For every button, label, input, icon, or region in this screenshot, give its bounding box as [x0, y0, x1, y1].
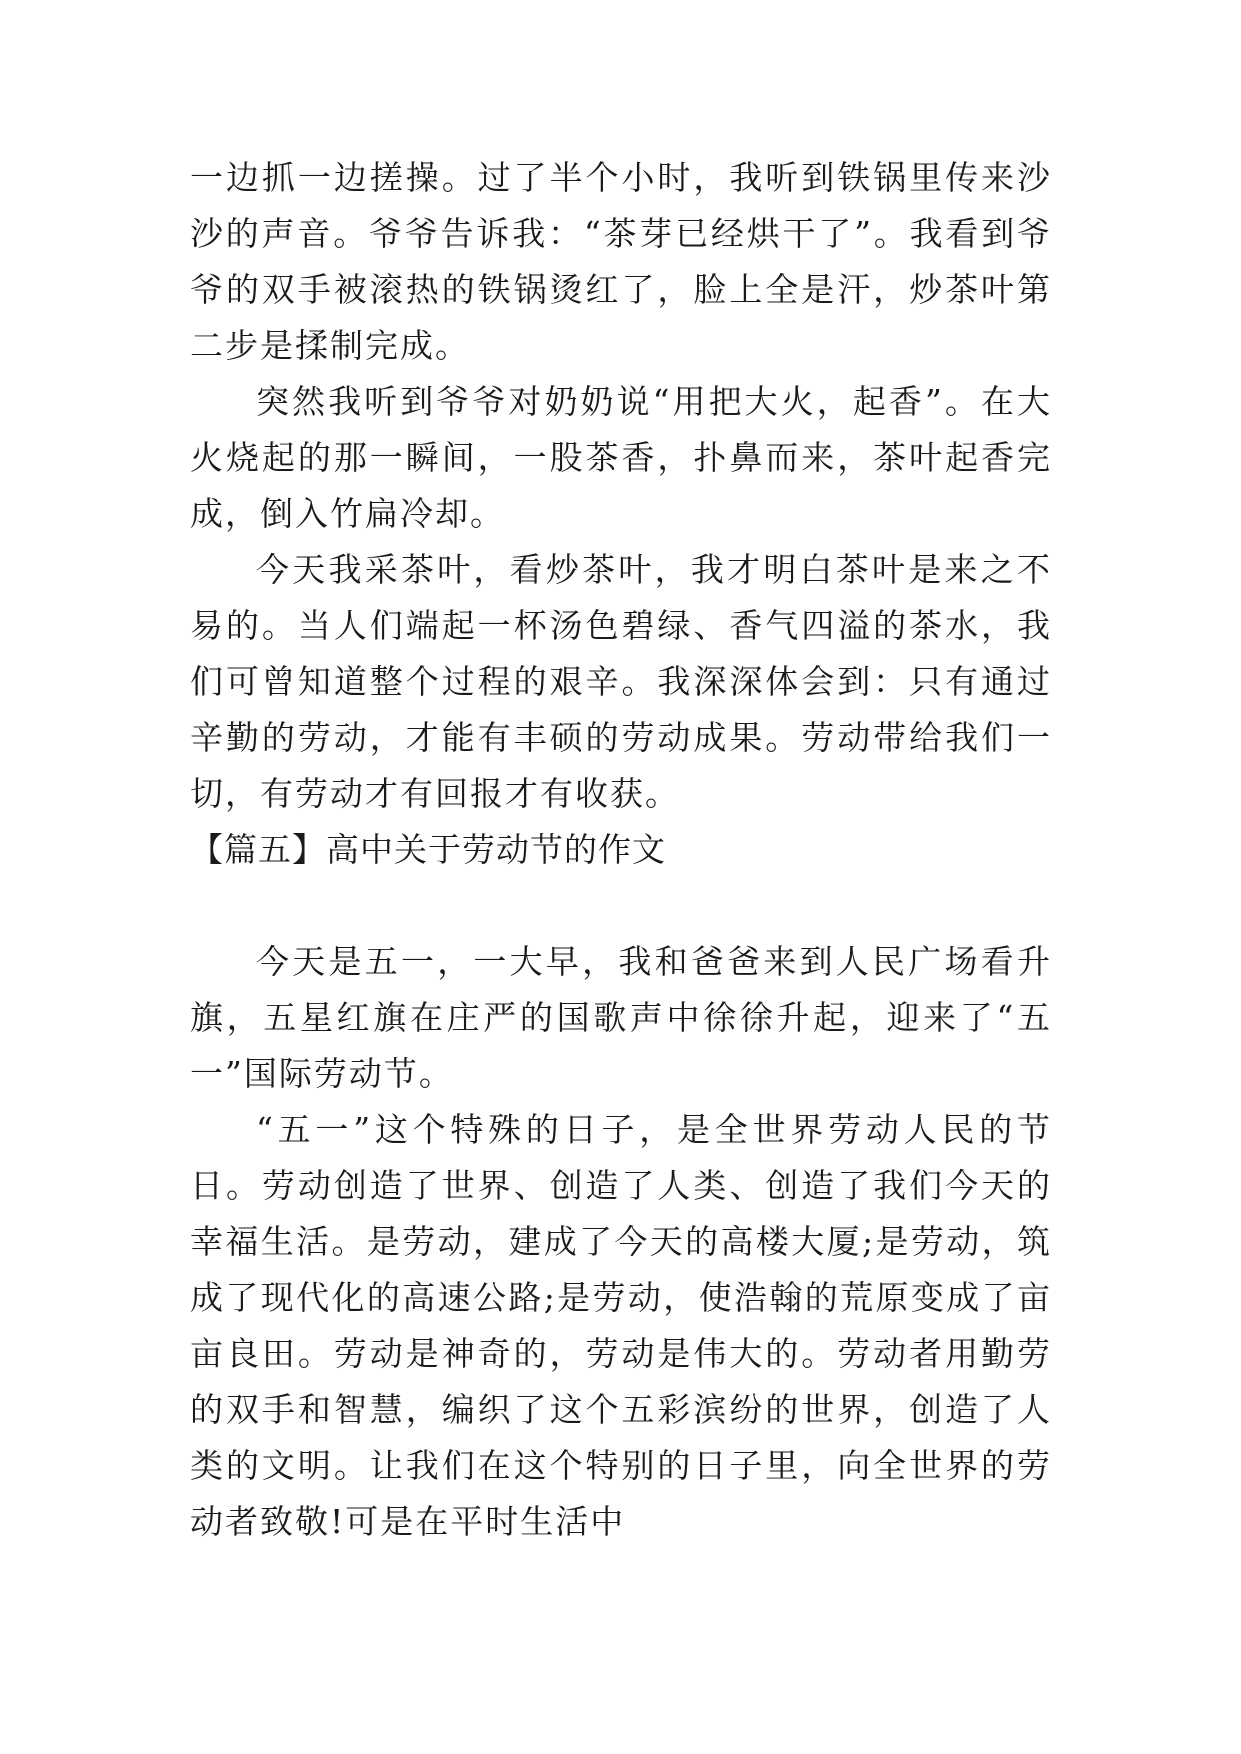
paragraph-tea-reflection: 今天我采茶叶，看炒茶叶，我才明白茶叶是来之不易的。当人们端起一杯汤色碧绿、香气四溢的茶水，我们可曾知道整个过程的艰辛。我深深体会到：只有通过辛勤的劳动，才能有丰硕的劳动成果。劳动带给我们一切，有劳动才有回报才有收获。	[190, 550, 1052, 813]
document-page	[190, 150, 1052, 1550]
paragraph-flag-raising: 今天是五一，一大早，我和爸爸来到人民广场看升旗，五星红旗在庄严的国歌声中徐徐升起，迎来了“五一”国际劳动节。	[190, 942, 1052, 1093]
paragraph-stir-fry-drying: 一边抓一边搓操。过了半个小时，我听到铁锅里传来沙沙的声音。爷爷告诉我：“茶芽已经烘干了”。我看到爷爷的双手被滚热的铁锅烫红了，脸上全是汗，炒茶叶第二步是揉制完成。	[190, 158, 1052, 365]
paragraph-high-heat-aroma: 突然我听到爷爷对奶奶说“用把大火，起香”。在大火烧起的那一瞬间，一股茶香，扑鼻而来，茶叶起香完成，倒入竹扁冷却。	[190, 382, 1052, 533]
section-heading: 【篇五】高中关于劳动节的作文	[190, 830, 666, 869]
paragraph-labor-praise: “五一”这个特殊的日子，是全世界劳动人民的节日。劳动创造了世界、创造了人类、创造了我们今天的幸福生活。是劳动，建成了今天的高楼大厦;是劳动，筑成了现代化的高速公路;是劳动，使浩翰的荒原变成了亩亩良田。劳动是神奇的，劳动是伟大的。劳动者用勤劳的双手和智慧，编织了这个五彩滨纷的世界，创造了人类的文明。让我们在这个特别的日子里，向全世界的劳动者致敬!可是在平时生活中	[190, 1110, 1052, 1541]
